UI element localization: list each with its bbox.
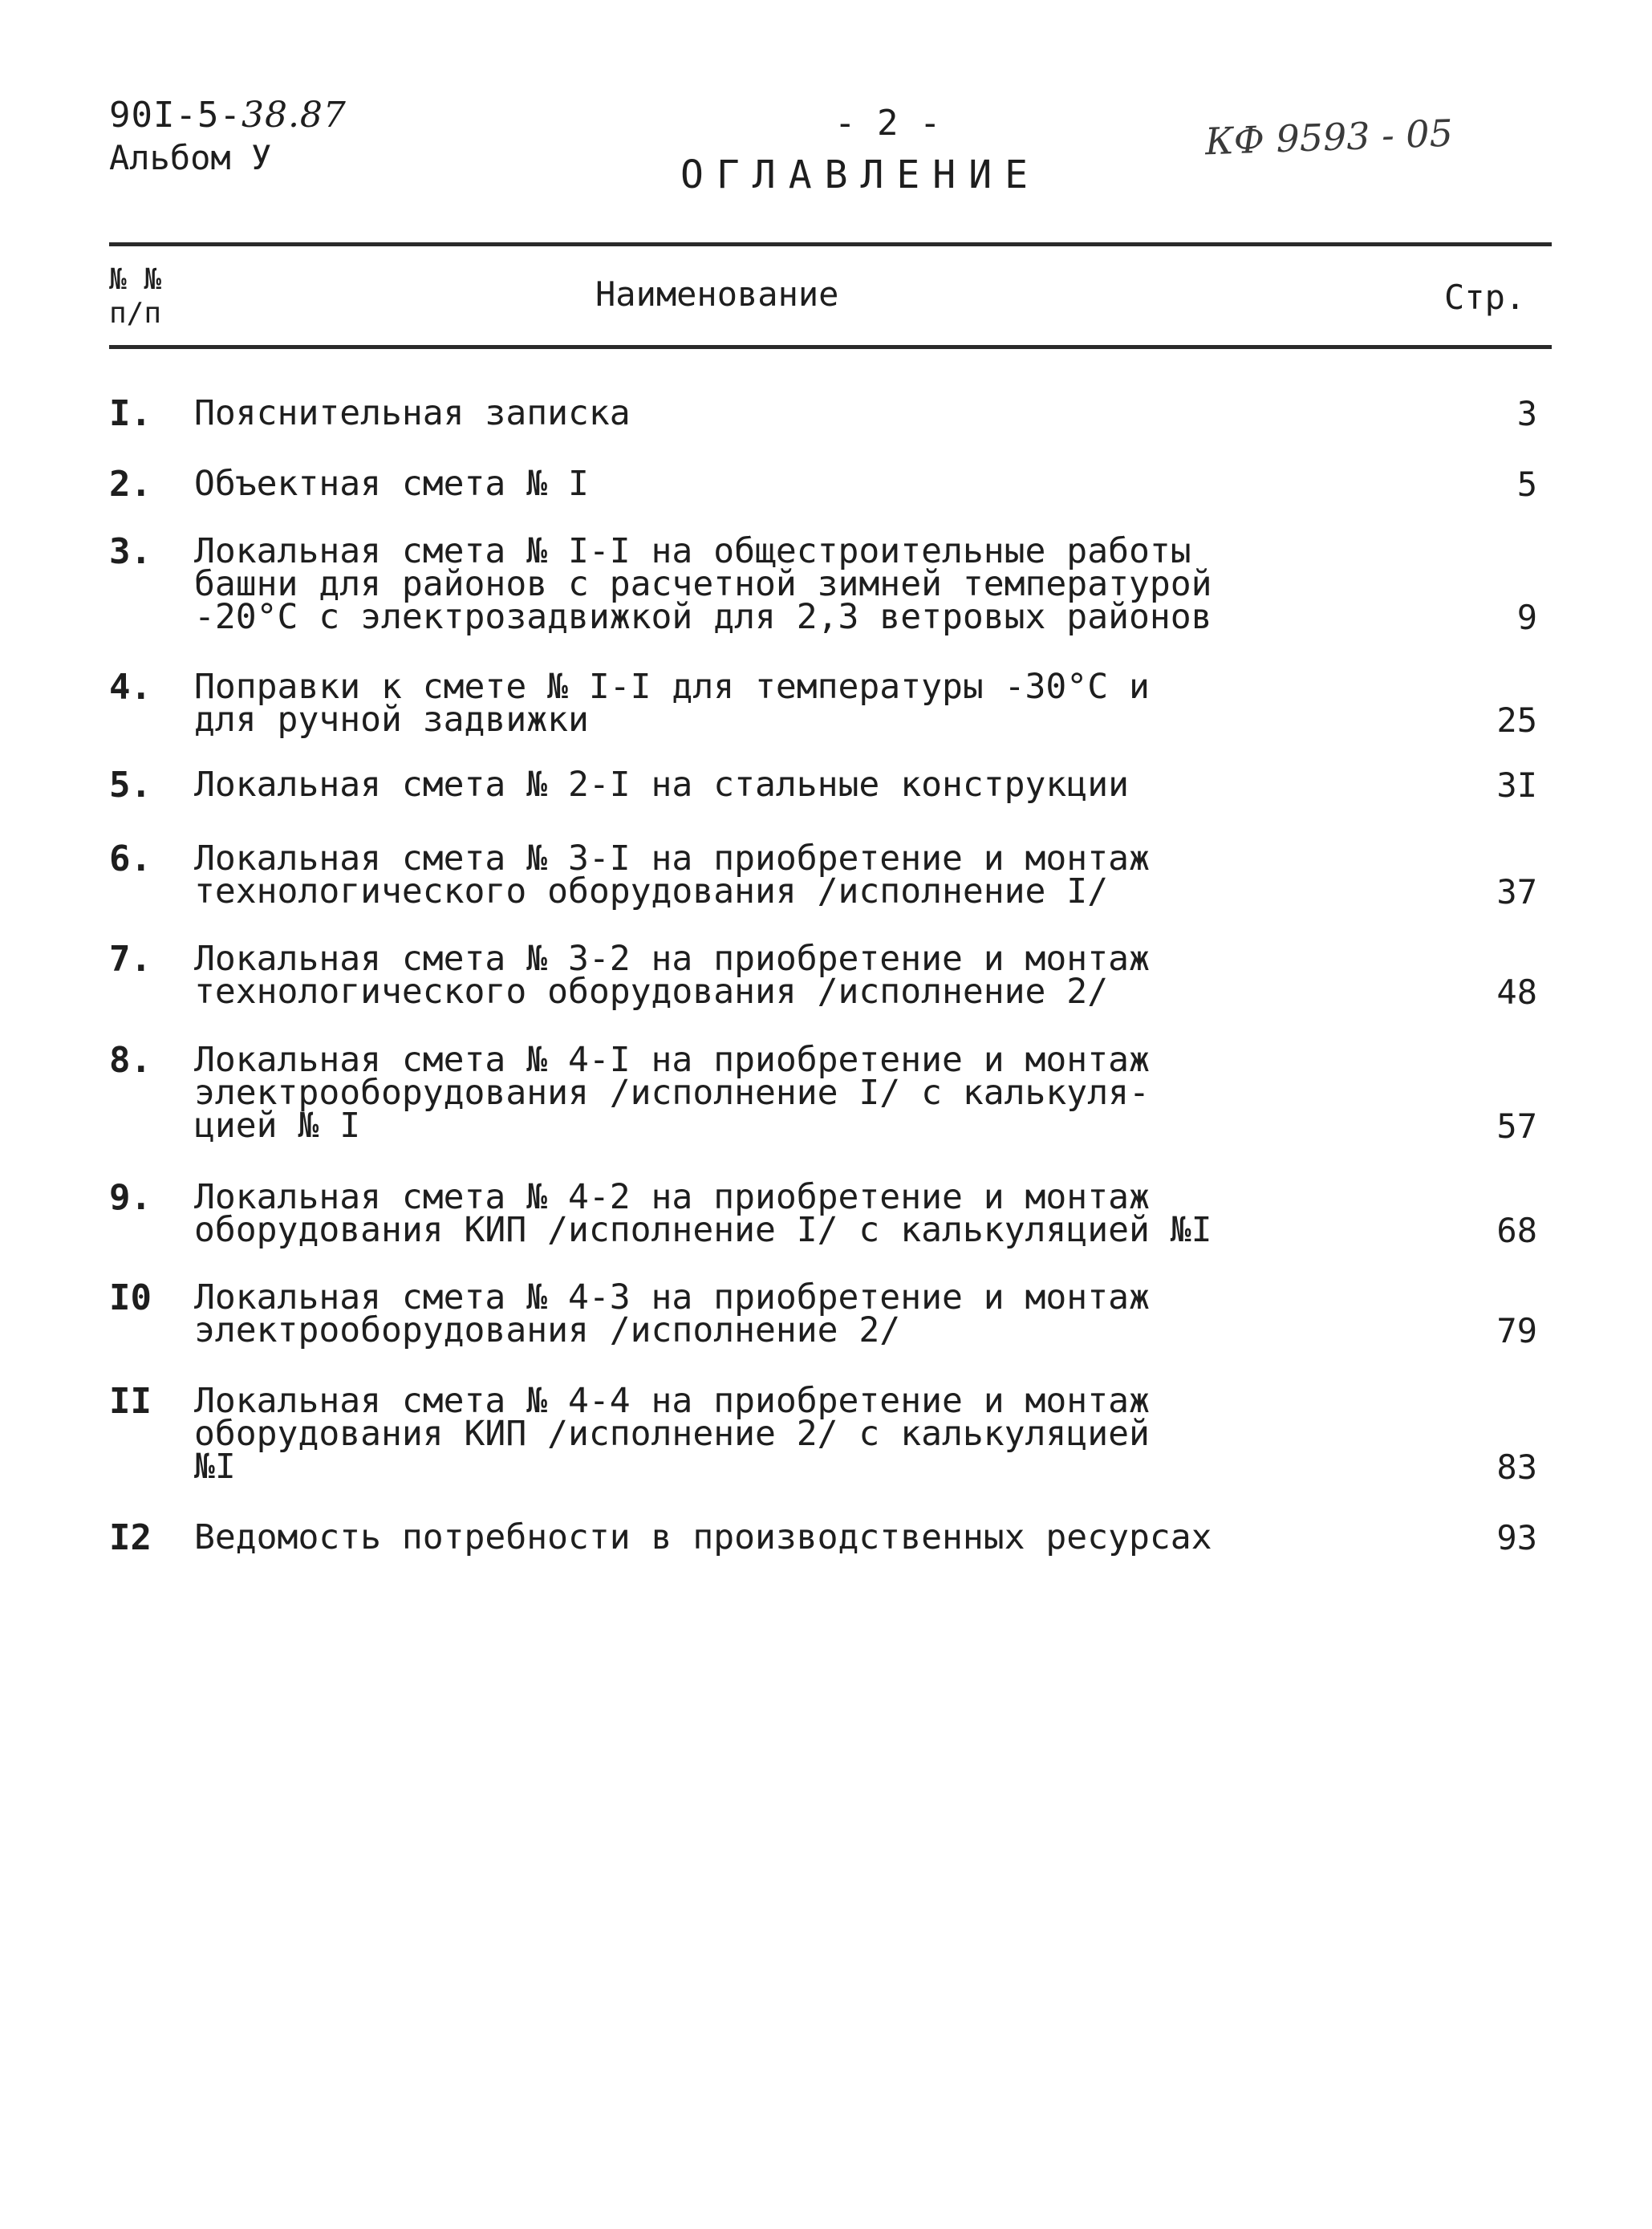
toc-row-number: 6. bbox=[109, 838, 152, 879]
toc-row-page: 48 bbox=[1496, 972, 1537, 1012]
toc-row-number: I0 bbox=[109, 1277, 152, 1318]
toc-row bbox=[109, 464, 1537, 505]
toc-row-page: 5 bbox=[1516, 465, 1537, 504]
toc-row-number: II bbox=[109, 1381, 152, 1422]
toc-row-title: Локальная смета № 4-4 на приобретение и монтаж оборудования КИП /исполнение 2/ с калькуляцией №I bbox=[194, 1381, 1150, 1487]
document-code-main: 90I-5- bbox=[109, 95, 242, 136]
toc-row bbox=[109, 765, 1537, 806]
toc-row-number: 9. bbox=[109, 1177, 152, 1218]
toc-row bbox=[109, 1040, 1537, 1146]
toc-row-title: Локальная смета № I-I на общестроительные работы башни для районов с расчетной зимней температурой -20°С с электрозадвижкой для 2,3 ветровых районов bbox=[194, 531, 1212, 637]
toc-row bbox=[109, 1517, 1537, 1558]
toc-row-page: 37 bbox=[1496, 872, 1537, 911]
column-header-number: № № п/п bbox=[109, 263, 162, 330]
toc-row bbox=[109, 1277, 1537, 1350]
toc-row-page: 9 bbox=[1516, 598, 1537, 637]
toc-row-title: Поправки к смете № I-I для температуры -30°С и для ручной задвижки bbox=[194, 667, 1150, 740]
handwritten-inventory-number: КФ 9593 - 05 bbox=[1204, 111, 1454, 164]
toc-row-page: 25 bbox=[1496, 700, 1537, 740]
toc-row-title: Локальная смета № 3-2 на приобретение и монтаж технологического оборудования /исполнение 2/ bbox=[194, 939, 1150, 1012]
album-label: Альбом У bbox=[109, 138, 272, 177]
page-number: - 2 - bbox=[834, 103, 941, 144]
toc-row bbox=[109, 1381, 1537, 1487]
toc-row-number: 4. bbox=[109, 667, 152, 708]
toc-row-page: 68 bbox=[1496, 1211, 1537, 1250]
toc-row-title: Локальная смета № 4-2 на приобретение и монтаж оборудования КИП /исполнение I/ с калькуляцией №I bbox=[194, 1177, 1212, 1250]
toc-row-page: 93 bbox=[1496, 1518, 1537, 1557]
page-title: ОГЛАВЛЕНИЕ bbox=[680, 152, 1041, 197]
column-header-page: Стр. bbox=[1444, 278, 1526, 317]
toc-row bbox=[109, 667, 1537, 740]
table-header-rule bbox=[109, 345, 1552, 349]
toc-row bbox=[109, 838, 1537, 911]
document-code-handwritten: 38.87 bbox=[241, 95, 347, 136]
table-top-rule bbox=[109, 242, 1552, 246]
column-header-name: Наименование bbox=[595, 274, 839, 314]
toc-row-page: 57 bbox=[1496, 1106, 1537, 1146]
toc-row-page: 3 bbox=[1516, 394, 1537, 433]
toc-row-title: Ведомость потребности в производственных ресурсах bbox=[194, 1517, 1212, 1557]
toc-row-number: 5. bbox=[109, 765, 152, 806]
toc-row-number: 8. bbox=[109, 1040, 152, 1081]
toc-row-title: Локальная смета № 3-I на приобретение и монтаж технологического оборудования /исполнение I/ bbox=[194, 838, 1150, 911]
toc-row bbox=[109, 393, 1537, 434]
toc-row-number: 7. bbox=[109, 939, 152, 980]
toc-row bbox=[109, 939, 1537, 1012]
toc-row bbox=[109, 1177, 1537, 1250]
toc-row-number: 3. bbox=[109, 531, 152, 572]
toc-row-title: Объектная смета № I bbox=[194, 464, 589, 504]
toc-row-title: Локальная смета № 4-3 на приобретение и монтаж электрооборудования /исполнение 2/ bbox=[194, 1277, 1150, 1350]
toc-row-page: 83 bbox=[1496, 1447, 1537, 1487]
toc-row-page: 79 bbox=[1496, 1311, 1537, 1350]
toc-row-number: 2. bbox=[109, 464, 152, 505]
toc-row-title: Пояснительная записка bbox=[194, 393, 631, 433]
toc-row bbox=[109, 531, 1537, 637]
document-code bbox=[109, 95, 347, 136]
toc-row-number: I2 bbox=[109, 1517, 152, 1558]
toc-row-title: Локальная смета № 4-I на приобретение и монтаж электрооборудования /исполнение I/ с калькуля- цией № I bbox=[194, 1040, 1150, 1146]
toc-row-page: 3I bbox=[1496, 765, 1537, 805]
toc-row-number: I. bbox=[109, 393, 152, 434]
toc-row-title: Локальная смета № 2-I на стальные конструкции bbox=[194, 765, 1129, 805]
